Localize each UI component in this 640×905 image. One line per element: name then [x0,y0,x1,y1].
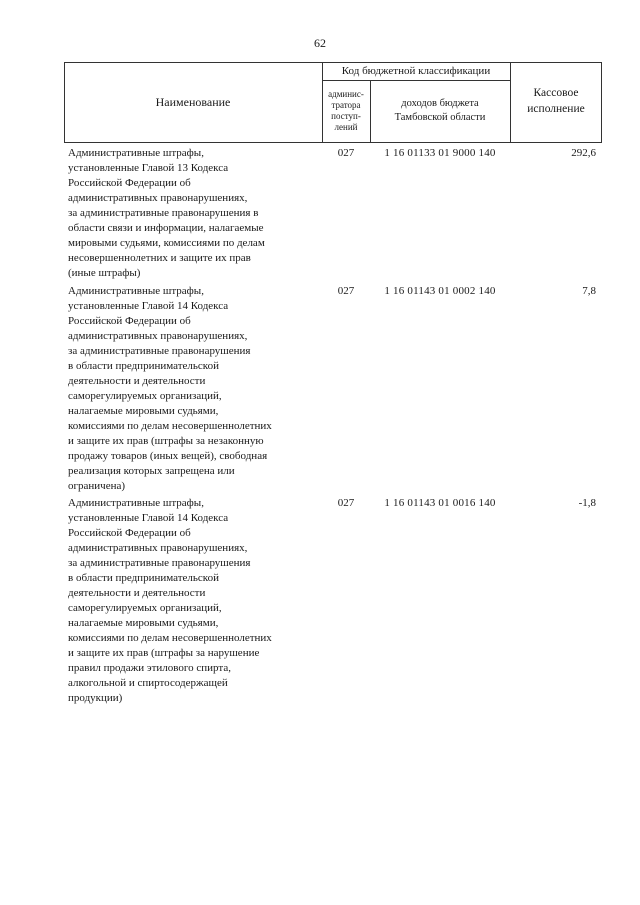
header-bottom-border [64,142,602,143]
page-number: 62 [314,36,326,50]
row-amount: 292,6 [571,147,596,159]
row-name: Административные штрафы, установленные Главой 14 Кодекса Российской Федерации об административных правонарушениях, за административные правонарушения в области предпринимательской деятельности и деятельности саморегулируемых организаций, налагаемые мировыми судьями, комиссиями по делам несовершеннолетних и защите их прав (штрафы за нарушение правил продажи этилового спирта, алкогольной и спиртосодержащей продукции) [68,497,272,704]
header-administrator: админис- тратора поступ- лений [328,88,364,133]
row-administrator: 027 [337,285,355,297]
row-amount: -1,8 [578,497,596,509]
header-income: доходов бюджета Тамбовской области [394,98,486,123]
row-budget-code: 1 16 01143 01 0016 140 [384,497,496,509]
header-budget-code: Код бюджетной классификации [341,65,491,77]
row-administrator: 027 [337,497,355,509]
row-administrator: 027 [337,147,355,159]
header-cash-execution: Кассовое исполнение [527,87,585,115]
row-name: Административные штрафы, установленные Главой 14 Кодекса Российской Федерации об административных правонарушениях, за административные правонарушения в области предпринимательской деятельности и деятельности саморегулируемых организаций, налагаемые мировыми судьями, комиссиями по делам несовершеннолетних и защите их прав (штрафы за незаконную продажу товаров (иных вещей), свободная реализация которых запрещена или ограничена) [68,285,272,492]
header-name: Наименование [155,94,231,109]
row-budget-code: 1 16 01143 01 0002 140 [384,285,496,297]
row-budget-code: 1 16 01133 01 9000 140 [384,147,496,159]
row-name: Административные штрафы, установленные Главой 13 Кодекса Российской Федерации об административных правонарушениях, за административные правонарушения в области связи и информации, налагаемые мировыми судьями, комиссиями по делам несовершеннолетних и защите их прав (иные штрафы) [68,147,265,279]
row-amount: 7,8 [582,285,596,297]
